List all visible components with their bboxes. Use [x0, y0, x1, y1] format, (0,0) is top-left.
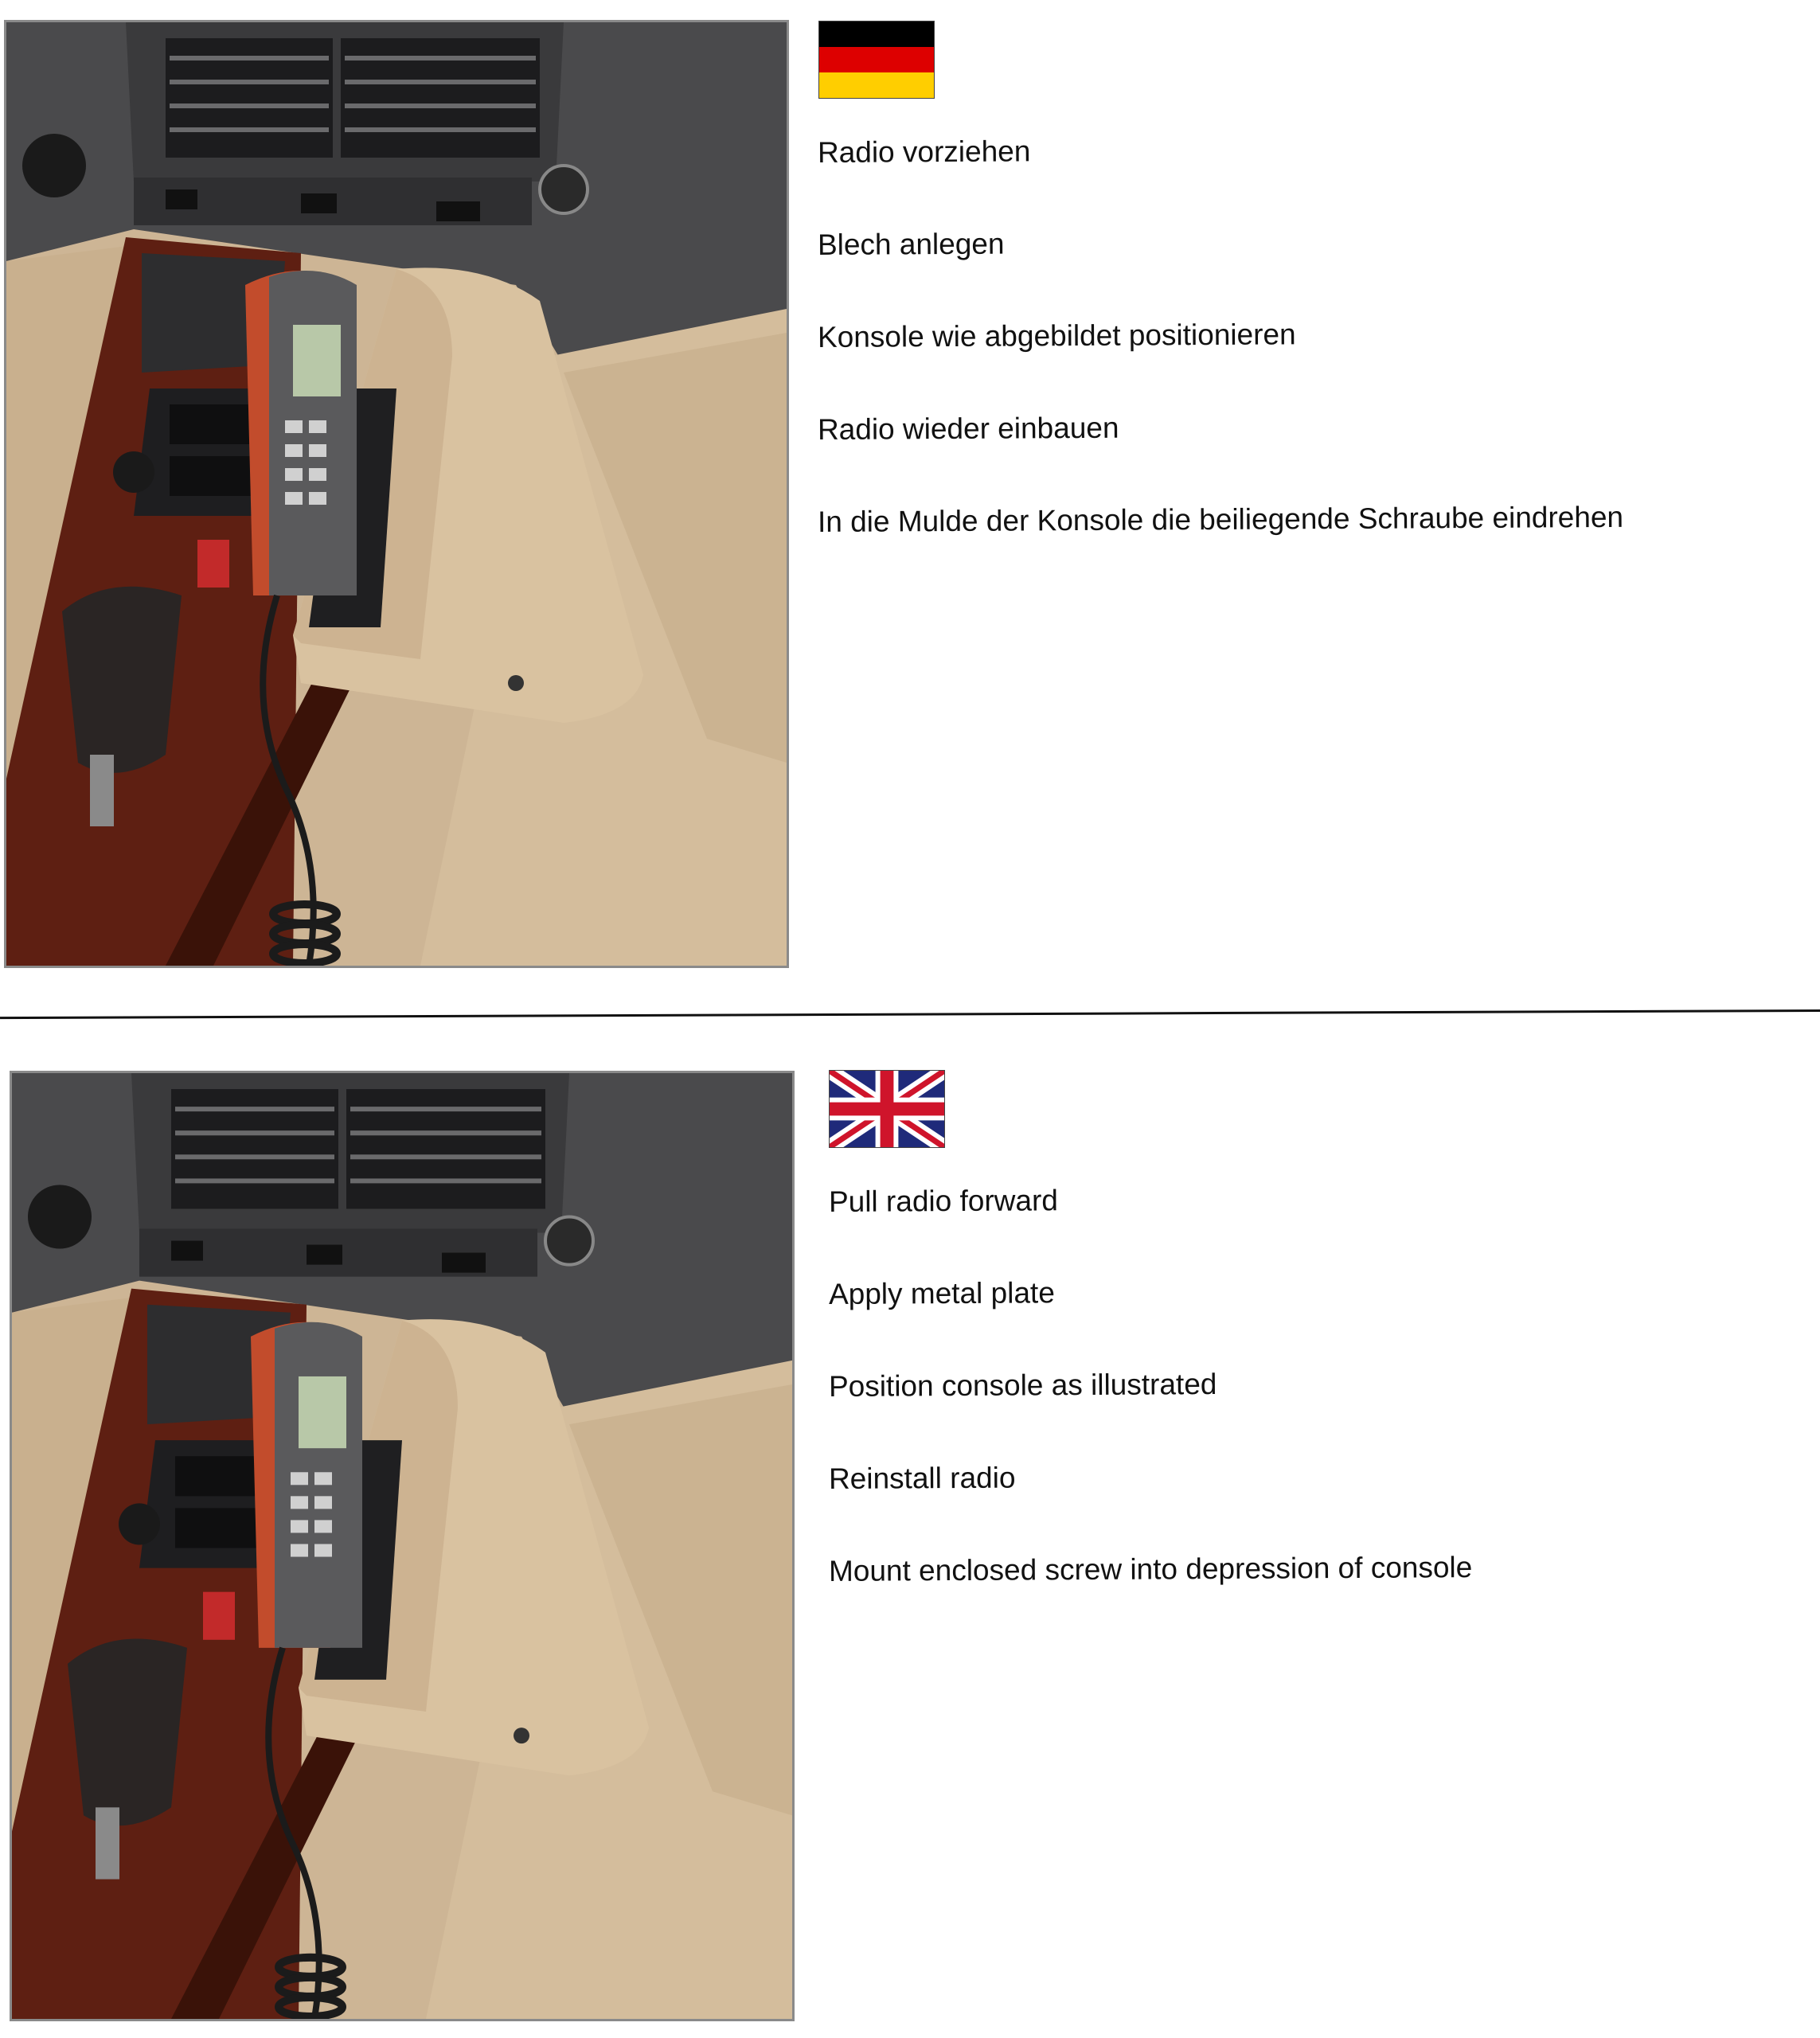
console-installation-photo: [10, 1071, 795, 2021]
german-step-3: Konsole wie abgebildet positionieren: [817, 318, 1296, 353]
english-section: [0, 1019, 1820, 2038]
german-step-4: Radio wieder einbauen: [817, 411, 1119, 446]
english-step-2: Apply metal plate: [828, 1276, 1055, 1310]
german-instruction-list: [818, 135, 1623, 597]
german-step-2: Blech anlegen: [817, 227, 1005, 261]
english-step-4: Reinstall radio: [828, 1461, 1016, 1495]
console-installation-photo: [4, 20, 789, 968]
car-interior-illustration: [6, 22, 787, 966]
car-interior-illustration: [12, 1073, 792, 2019]
english-step-3: Position console as illustrated: [828, 1368, 1217, 1403]
german-step-5: In die Mulde der Konsole die beiliegende Schraube eindrehen: [817, 500, 1624, 538]
english-step-1: Pull radio forward: [828, 1184, 1059, 1218]
english-step-5: Mount enclosed screw into depression of console: [828, 1551, 1473, 1587]
uk-flag-icon: [829, 1070, 945, 1148]
english-instruction-list: [829, 1185, 1472, 1646]
germany-flag-icon: [818, 21, 935, 99]
german-step-1: Radio vorziehen: [817, 135, 1031, 169]
